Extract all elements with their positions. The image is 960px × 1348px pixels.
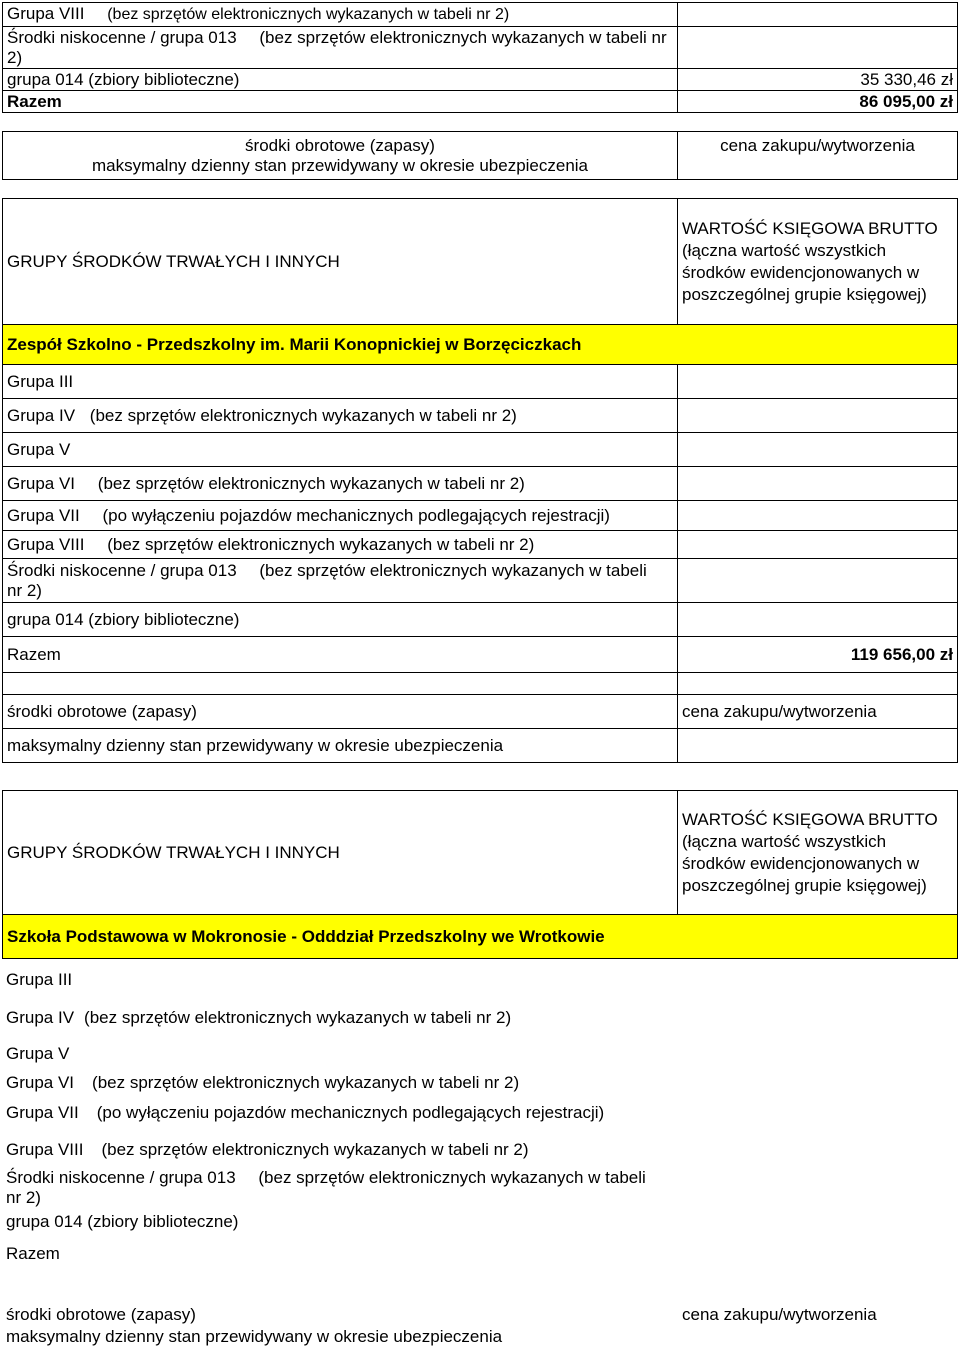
unit-row (3, 325, 958, 365)
row-label: Grupa V (6, 1044, 70, 1063)
total-label: Razem (3, 91, 678, 113)
row-label-cell (3, 27, 678, 69)
row-note: (po wyłączeniu pojazdów mechanicznych podlegających rejestracji) (96, 1103, 605, 1122)
total-label: Razem (6, 1244, 60, 1263)
row-label-cell (3, 501, 678, 531)
row-value (678, 531, 958, 559)
price-label: cena zakupu/wytworzenia (682, 1305, 877, 1324)
list-item (6, 1208, 956, 1236)
total-value: 86 095,00 zł (678, 91, 958, 113)
current-assets-cell (3, 132, 678, 180)
table-row (3, 501, 958, 531)
row-label: Grupa III (3, 365, 678, 399)
row-label: Grupa VIII (6, 1140, 84, 1159)
row-value (678, 501, 958, 531)
table-row (3, 531, 958, 559)
total-value: 119 656,00 zł (678, 637, 958, 673)
header-left: GRUPY ŚRODKÓW TRWAŁYCH I INNYCH (3, 791, 678, 915)
price-label: cena zakupu/wytworzenia (678, 132, 958, 180)
row-value (678, 399, 958, 433)
row-note: (bez sprzętów elektronicznych wykazanych w tabeli nr 2) (107, 534, 535, 554)
current-assets-title: środki obrotowe (zapasy) (245, 135, 435, 155)
table-row (3, 467, 958, 501)
row-note: (bez sprzętów elektronicznych wykazanych w tabeli nr 2) (107, 6, 510, 23)
row-value (678, 365, 958, 399)
row-value (678, 3, 958, 27)
row-label-cell (3, 399, 678, 433)
header-left: GRUPY ŚRODKÓW TRWAŁYCH I INNYCH (3, 199, 678, 325)
row-note: (bez sprzętów elektronicznych wykazanych w tabeli nr 2) (6, 1168, 646, 1207)
row-label-cell (3, 3, 678, 27)
row-label: Środki niskocenne / grupa 013 (7, 560, 237, 580)
row-label: grupa 014 (zbiory biblioteczne) (3, 603, 678, 637)
row-note: (po wyłączeniu pojazdów mechanicznych podlegających rejestracji) (102, 505, 610, 525)
row-label: grupa 014 (zbiory biblioteczne) (6, 1212, 239, 1231)
header-row (3, 199, 958, 325)
spacer-row (3, 673, 958, 695)
table-row (3, 91, 958, 113)
list-item (6, 1094, 956, 1132)
table-row (3, 27, 958, 69)
row-label: Grupa VII (7, 505, 80, 525)
row-note: (bez sprzętów elektronicznych wykazanych w tabeli nr 2) (7, 560, 647, 600)
current-assets-title: środki obrotowe (zapasy) (6, 1305, 196, 1324)
table-row (3, 695, 958, 729)
row-label-cell (3, 531, 678, 559)
list-item (6, 1168, 646, 1208)
table-row (3, 132, 958, 180)
table-row (3, 637, 958, 673)
current-assets-title: środki obrotowe (zapasy) (3, 695, 678, 729)
section3-rows (6, 960, 956, 1348)
row-label: grupa 014 (zbiory biblioteczne) (3, 69, 678, 91)
header-row (3, 791, 958, 915)
top-current-assets-table (2, 131, 958, 180)
unit-name: Szkoła Podstawowa w Mokronosie - Odddział Przedszkolny we Wrotkowie (3, 915, 958, 959)
table-row (3, 69, 958, 91)
header-right: WARTOŚĆ KSIĘGOWA BRUTTO (łączna wartość wszystkich środków ewidencjonowanych w poszczególnej grupie księgowej) (678, 791, 958, 915)
row-note: (bez sprzętów elektronicznych wykazanych w tabeli nr 2) (101, 1140, 529, 1159)
row-label: Grupa IV (6, 1008, 75, 1027)
list-item (6, 960, 956, 1000)
row-note: (bez sprzętów elektronicznych wykazanych w tabeli nr 2) (89, 405, 517, 425)
row-label: Środki niskocenne / grupa 013 (6, 1168, 236, 1187)
row-note: (bez sprzętów elektronicznych wykazanych w tabeli nr 2) (92, 1073, 520, 1092)
row-label: Grupa VI (6, 1073, 75, 1092)
header-right: WARTOŚĆ KSIĘGOWA BRUTTO (łączna wartość wszystkich środków ewidencjonowanych w poszczególnej grupie księgowej) (678, 199, 958, 325)
row-value (678, 27, 958, 69)
row-label: Grupa VIII (7, 4, 85, 23)
row-label: Środki niskocenne / grupa 013 (7, 27, 237, 47)
table-row (3, 603, 958, 637)
current-assets-subtitle: maksymalny dzienny stan przewidywany w okresie ubezpieczenia (3, 729, 678, 763)
unit-row (3, 915, 958, 959)
table-row (3, 365, 958, 399)
section3-table (2, 790, 958, 959)
row-value: 35 330,46 zł (678, 69, 958, 91)
row-value (678, 433, 958, 467)
top-block-table (2, 2, 958, 113)
row-value (678, 467, 958, 501)
row-note: (bez sprzętów elektronicznych wykazanych w tabeli nr 2) (84, 1008, 512, 1027)
table-row (3, 559, 958, 603)
row-value (678, 559, 958, 603)
row-label: Grupa III (6, 970, 73, 989)
row-label: Grupa V (3, 433, 678, 467)
row-label-cell (3, 467, 678, 501)
list-item (6, 1236, 946, 1272)
list-item (6, 1072, 956, 1094)
row-label: Grupa VII (6, 1103, 79, 1122)
table-row (3, 729, 958, 763)
list-item (6, 1000, 956, 1036)
list-item (6, 1326, 956, 1348)
row-note: (bez sprzętów elektronicznych wykazanych w tabeli nr 2) (7, 27, 667, 67)
row-label: Grupa IV (7, 405, 76, 425)
row-note: (bez sprzętów elektronicznych wykazanych w tabeli nr 2) (97, 473, 525, 493)
row-value (678, 603, 958, 637)
row-label: Grupa VIII (7, 534, 85, 554)
row-label: Grupa VI (7, 473, 76, 493)
table-row (3, 399, 958, 433)
list-item (6, 1132, 956, 1168)
total-label: Razem (3, 637, 678, 673)
row-label-cell (3, 559, 678, 603)
current-assets-subtitle: maksymalny dzienny stan przewidywany w okresie ubezpieczenia (91, 155, 589, 175)
current-assets-subtitle: maksymalny dzienny stan przewidywany w okresie ubezpieczenia (6, 1327, 503, 1346)
table-row (3, 3, 958, 27)
list-item (6, 1036, 956, 1072)
unit-name: Zespół Szkolno - Przedszkolny im. Marii Konopnickiej w Borzęciczkach (3, 325, 958, 365)
table-row (3, 433, 958, 467)
price-label: cena zakupu/wytworzenia (678, 695, 958, 729)
section2-table (2, 198, 958, 763)
list-item (6, 1304, 956, 1326)
